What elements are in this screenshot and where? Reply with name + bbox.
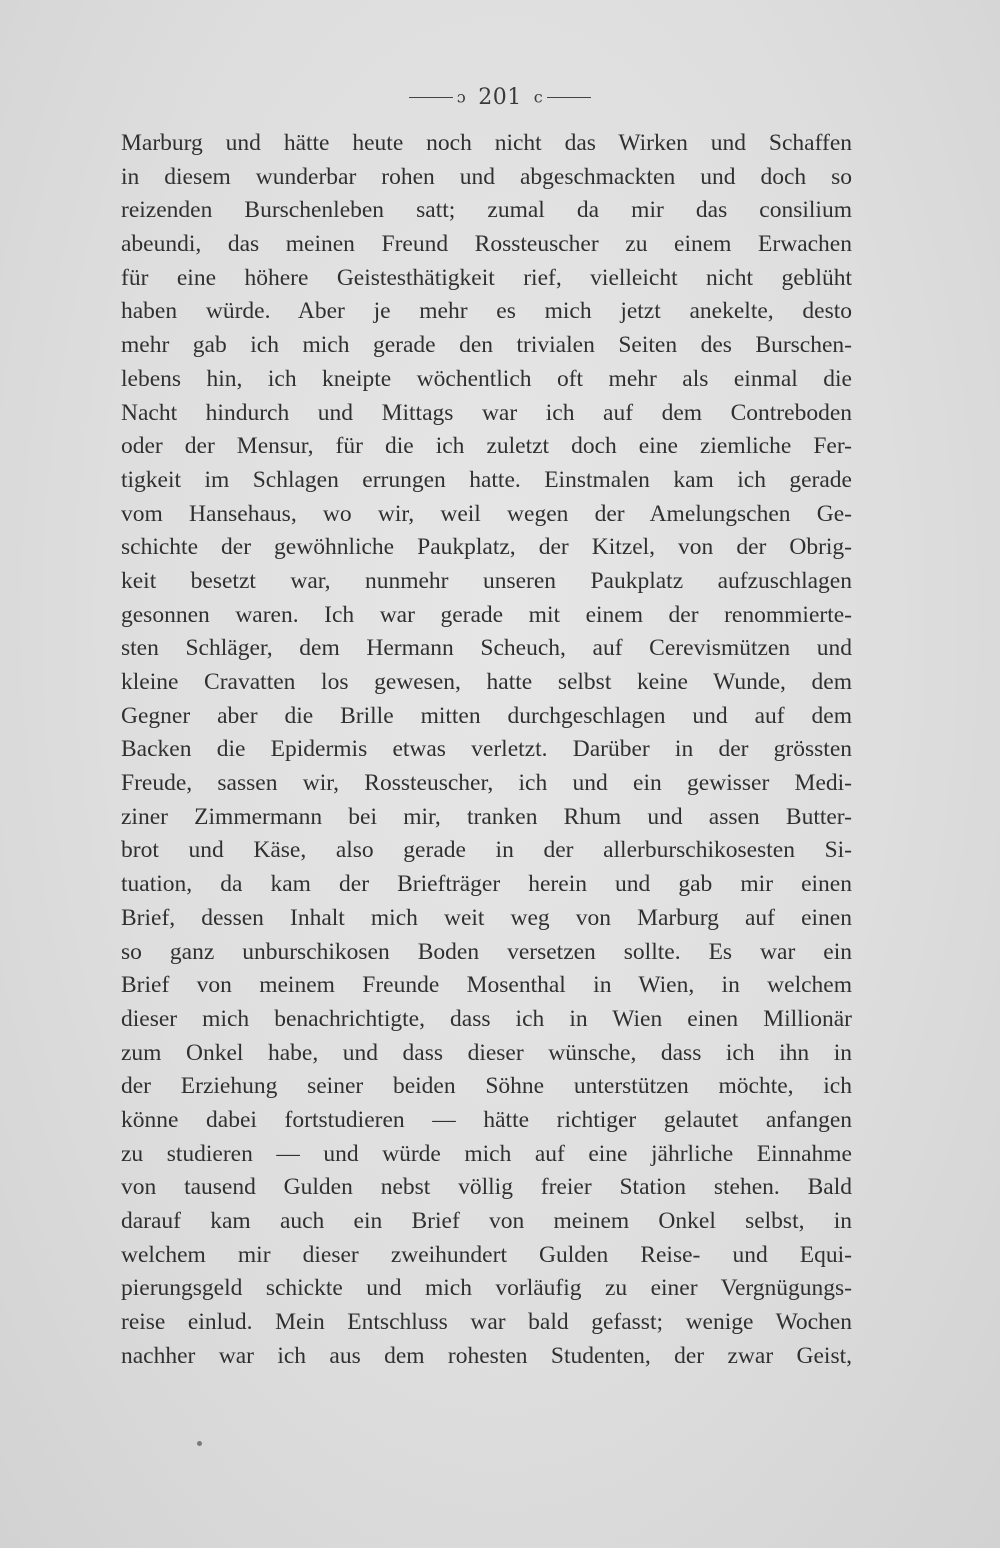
text-line: reizenden Burschenleben satt; zumal da mir das consilium — [121, 197, 852, 224]
text-line: dieser mich benachrichtigte, dass ich in Wien einen Millionär — [121, 1005, 852, 1032]
page-header — [0, 84, 1000, 110]
header-ornament-left: ɔ — [456, 87, 467, 107]
text-line: nachher war ich aus dem rohesten Studenten, der zwar Geist, — [121, 1342, 852, 1369]
text-line: pierungsgeld schickte und mich vorläufig zu einer Vergnügungs- — [121, 1275, 852, 1302]
text-line: reise einlud. Mein Entschluss war bald gefasst; wenige Wochen — [121, 1309, 852, 1336]
text-line: zu studieren — und würde mich auf eine jährliche Einnahme — [121, 1140, 852, 1167]
text-line: der Erziehung seiner beiden Söhne unterstützen möchte, ich — [121, 1073, 852, 1100]
text-line: in diesem wunderbar rohen und abgeschmackten und doch so — [121, 163, 852, 190]
text-line: Marburg und hätte heute noch nicht das Wirken und Schaffen — [121, 130, 852, 156]
text-line: Brief von meinem Freunde Mosenthal in Wien, in welchem — [121, 972, 852, 999]
text-line: brot und Käse, also gerade in der allerburschikosesten Si- — [121, 837, 852, 864]
text-line: darauf kam auch ein Brief von meinem Onkel selbst, in — [121, 1208, 852, 1234]
body-text — [121, 127, 852, 1373]
text-line: Freude, sassen wir, Rossteuscher, ich und ein gewisser Medi- — [121, 770, 852, 797]
text-line: lebens hin, ich kneipte wöchentlich oft mehr als einmal die — [121, 365, 852, 392]
text-line: gesonnen waren. Ich war gerade mit einem der renommierte- — [121, 601, 852, 628]
text-line: schichte der gewöhnliche Paukplatz, der Kitzel, von der Obrig- — [121, 534, 852, 561]
text-line: tuation, da kam der Briefträger herein und gab mir einen — [121, 871, 852, 898]
text-line: oder der Mensur, für die ich zuletzt doch eine ziemliche Fer- — [121, 433, 852, 460]
text-line: sten Schläger, dem Hermann Scheuch, auf Cerevismützen und — [121, 635, 852, 662]
text-line: Nacht hindurch und Mittags war ich auf dem Contreboden — [121, 399, 852, 426]
text-line: keit besetzt war, nunmehr unseren Paukplatz aufzuschlagen — [121, 567, 852, 594]
text-line: vom Hansehaus, wo wir, weil wegen der Amelungschen Ge- — [121, 500, 852, 527]
text-line: zum Onkel habe, und dass dieser wünsche, dass ich ihn in — [121, 1039, 852, 1066]
header-ornament-right: c — [533, 87, 544, 107]
paper-speck — [197, 1441, 202, 1446]
header-rule-left — [409, 97, 453, 98]
text-line: von tausend Gulden nebst völlig freier Station stehen. Bald — [121, 1174, 852, 1201]
text-line: Gegner aber die Brille mitten durchgeschlagen und auf dem — [121, 702, 852, 729]
text-line: haben würde. Aber je mehr es mich jetzt anekelte, desto — [121, 298, 852, 325]
text-line: so ganz unburschikosen Boden versetzen sollte. Es war ein — [121, 938, 852, 965]
text-line: mehr gab ich mich gerade den trivialen Seiten des Burschen- — [121, 332, 852, 359]
text-line: ziner Zimmermann bei mir, tranken Rhum und assen Butter- — [121, 803, 852, 830]
text-line: kleine Cravatten los gewesen, hatte selbst keine Wunde, dem — [121, 669, 852, 695]
text-line: könne dabei fortstudieren — hätte richtiger gelautet anfangen — [121, 1106, 852, 1133]
page-number: 201 — [478, 84, 522, 110]
header-rule-right — [547, 97, 591, 98]
text-line: Backen die Epidermis etwas verletzt. Darüber in der grössten — [121, 736, 852, 763]
text-line: welchem mir dieser zweihundert Gulden Reise- und Equi- — [121, 1241, 852, 1268]
text-line: für eine höhere Geistesthätigkeit rief, vielleicht nicht geblüht — [121, 264, 852, 291]
text-line: Brief, dessen Inhalt mich weit weg von Marburg auf einen — [121, 904, 852, 931]
text-line: abeundi, das meinen Freund Rossteuscher zu einem Erwachen — [121, 231, 852, 258]
text-line: tigkeit im Schlagen errungen hatte. Einstmalen kam ich gerade — [121, 466, 852, 493]
